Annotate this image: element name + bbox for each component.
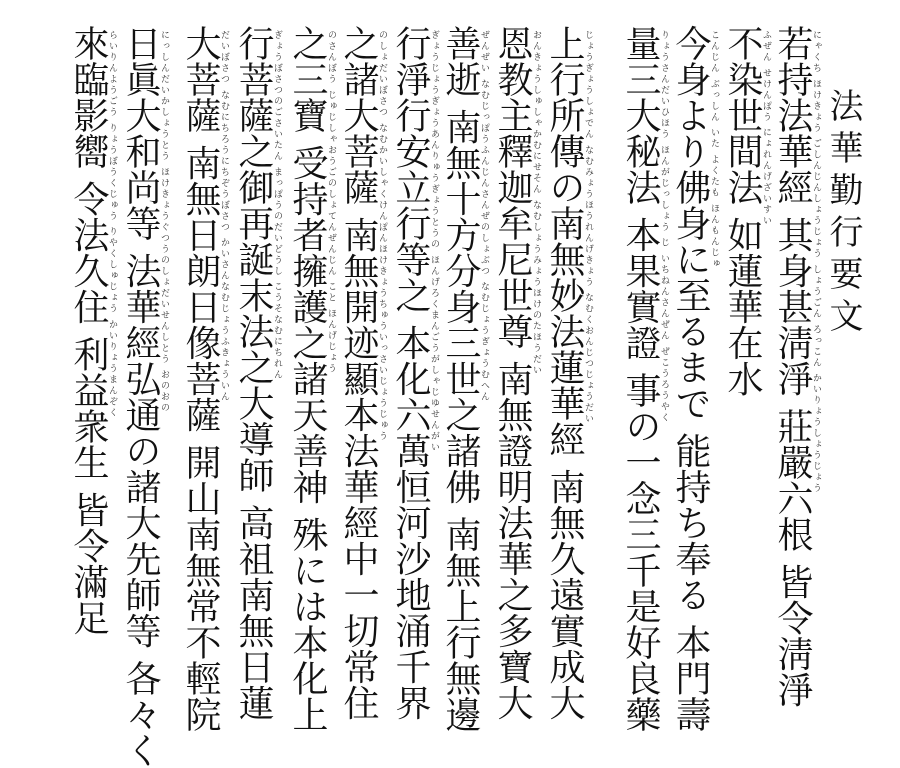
furigana-column: にっしんだいかしょうとう ほけきょうぐつうのしょだいせんしとう おのおの — [159, 30, 169, 414]
text-column: 恩教主釋迦牟尼世尊 南無證明法華之多寶大 — [492, 25, 533, 721]
text-column: 行淨行安立行等之 本化六萬恒河沙地涌千界 — [390, 25, 431, 721]
text-column: 上行所傳の南無妙法蓮華經 南無久遠實成大 — [544, 25, 585, 721]
text-column: 善逝 南無十方分身三世之諸佛 南無上行無邊 — [440, 25, 481, 732]
text-column: 大菩薩 南無日朗日像菩薩 開山南無常不輕院 — [180, 25, 221, 732]
text-column: 今身より佛身に至るまで 能持ち奉る 本門壽 — [670, 25, 711, 732]
furigana-column: のしょだいぼさつ なむかいしゃくけんぽんほけきょうちゅういっさいじょうじゅう — [377, 30, 387, 442]
furigana-column: だいぼさつ なむにちろうにちぞうぼさつ かいさんなむじょうふきょういん — [219, 30, 229, 403]
furigana-column: ふぜん せけんぽう にょれんげざいすい — [761, 30, 771, 227]
furigana-column: ぎょうぼさつのごさいたん まっぽうのだいどうし こうそなむにちれん — [272, 30, 282, 381]
text-column: 之諸大菩薩 南無開迹顯本法華經中一切常住 — [338, 25, 379, 721]
furigana-column: らいりんようごう りょうぼうくじゅう りやくしゅじょう かいりょうまんぞく — [107, 30, 117, 419]
furigana-column: にゃくち ほけきょう ごしんじんしょうじょう しょうごん ろっこん かいりょうしょうじょう — [811, 30, 821, 495]
text-column: 之三寶 受持者擁護之諸天善神 殊には本化上 — [287, 25, 328, 732]
page-title: 法華勤行要文 — [823, 88, 863, 340]
text-column: 行菩薩之御再誕末法之大導師 高祖南無日蓮 — [233, 25, 274, 721]
text-column: 若持法華經 其身甚淸淨 莊嚴六根 皆令淸淨 — [772, 25, 813, 708]
furigana-column: おんきょうしゅしゃかむにせそん なむしょうみょうほけのたほうだい — [531, 30, 541, 376]
furigana-column: こんじん ぶっしん いた よくたも ほんもんじゅ — [709, 30, 719, 270]
text-column: 日眞大和尚等 法華經弘通の諸大先師等 各々く — [120, 25, 161, 768]
furigana-column: じょうぎょうしょでん なむみょうほうれんげきょう なむくおんじつじょうだい — [583, 30, 593, 425]
furigana-column: ぎょうじょうぎょうあんりゅうぎょうとうの ほんげろくまんごうがしゃじゆせんがい — [429, 30, 439, 453]
furigana-column: のさんぼう じゅじしゃおうごのしょてんぜんじん こと ほんげじょう — [326, 30, 336, 375]
text-column: 不染世間法 如蓮華在水 — [722, 25, 763, 397]
text-column: 量三大秘法 本果實證 事の一念三千是好良藥 — [620, 25, 661, 732]
furigana-column: りょうさんだいひほう ほんがじっしょう じ いちねんさんぜん ぜこうろうやく — [659, 30, 669, 424]
furigana-column: ぜんぜい なむじっぽうふんじんさんぜのしょぶつ なむじょうぎょうむへん — [479, 30, 489, 403]
text-column: 來臨影嚮 令法久住 利益衆生 皆令滿足 — [68, 25, 109, 636]
